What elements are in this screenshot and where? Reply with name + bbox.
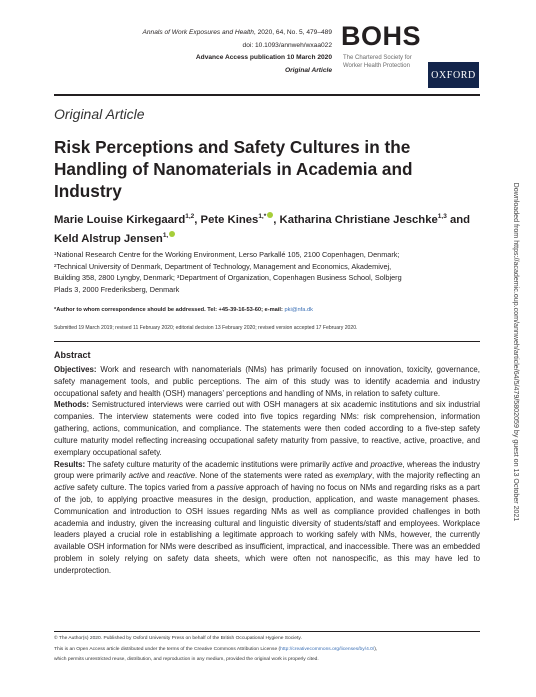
objectives-label: Objectives: — [54, 365, 97, 374]
affiliation-line: ²Technical University of Denmark, Department of Technology, Management and Economics, Akademivej, — [54, 261, 392, 271]
results-text: approach of having no focus on NMs and regarding risks as a part of the job, to applying proactive measures in the design, production, application, and waste management phases. Communication and introduction to OSH issues regarding NMs as well as compliance provided challenges in both academia and industry, given the increasing cultural and linguistic diversity of students/staff and employees. Workplace leaders played a crucial role in establishing a legitimate approach to working safely with NMs, however, the currently available OSH information for NMs were described as insufficient, impractical, and inaccessible. There was an embedded problem in solely relying on safety data sheets, which were often not nanospecific, as this may have led to underprotection. — [54, 483, 480, 575]
affiliation-line: Plads 3, 2000 Frederiksberg, Denmark — [54, 284, 180, 294]
results-text: and — [149, 471, 168, 481]
affiliation-line: Building 358, 2800 Lyngby, Denmark; ³Department of Organization, Copenhagen Business School, Solbjerg — [54, 273, 402, 283]
license-text: ), — [374, 646, 378, 652]
article-type: Original Article — [284, 66, 332, 74]
license-footer — [54, 634, 480, 666]
license-terms: which permits unrestricted reuse, distribution, and reproduction in any medium, provided the original work is properly cited. — [54, 657, 319, 663]
affiliation-line: ¹National Research Centre for the Working Environment, Lerso Parkallé 105, 2100 Copenhagen, Denmark; — [54, 250, 400, 259]
license-line — [54, 645, 480, 656]
author-name[interactable]: Pete Kines — [200, 213, 259, 226]
correspondence-email[interactable]: pki@nfa.dk — [284, 307, 313, 313]
results-text: safety culture. The topics varied from a — [74, 483, 217, 493]
results-emphasis: proactive — [370, 459, 403, 469]
author-affiliation-sup: 1,* — [258, 213, 267, 220]
methods-text: Semistructured interviews were carried out with OSH managers at six academic institutions and six industrial companies. The interview statements were coded into five topics regarding NMs: risk comprehension, information gathering, actions, communication, and compliance. The statements were then coded according to a five-step safety culture maturity model reflecting increasing occupational safety maturity from passive, to reactive, active, proactive, and exemplary occupational safety. — [54, 400, 480, 457]
license-text: This is an Open Access article distributed under the terms of the Creative Commons Attribution License ( — [54, 646, 281, 652]
author-name[interactable]: Katharina Christiane Jeschke — [279, 213, 438, 226]
abstract-methods — [54, 399, 480, 458]
affiliations — [54, 249, 480, 295]
bohs-logo — [341, 21, 423, 83]
abstract-body — [54, 364, 480, 577]
results-text: , whereas the industry group were primarily — [54, 459, 480, 481]
results-emphasis: active — [332, 459, 353, 469]
results-emphasis: active — [54, 483, 75, 493]
abstract-results — [54, 459, 480, 577]
correspondence-note — [54, 307, 313, 313]
journal-doi: doi: 10.1093/annweh/wxaa022 — [242, 41, 332, 49]
author-affiliation-sup: 1, — [162, 232, 169, 240]
download-watermark: Downloaded from https://academic.oup.com/annweh/article/64/5/479/5802059 by guest on 13 October 2021 — [512, 182, 520, 522]
orcid-icon[interactable] — [169, 231, 175, 237]
methods-label: Methods: — [54, 400, 90, 410]
results-text: . None of the statements were rated as — [194, 471, 336, 481]
bohs-tagline — [343, 55, 412, 70]
journal-header — [142, 27, 332, 77]
objectives-text: Work and research with nanomaterials (NMs) has primarily focused on innovation, toxicity, governance, safety management tools, and public perceptions. The aim of this study was to identify academia and industry occupational safety and health (OSH) managers’ perceptions and handling of NMs, in relation to safety culture. — [54, 365, 480, 398]
advance-access: Advance Access publication 10 March 2020 — [195, 54, 332, 62]
results-text: , with the majority reflecting an — [371, 471, 480, 481]
abstract-objectives — [54, 364, 480, 399]
license-link[interactable]: http://creativecommons.org/licenses/by/4.0/ — [280, 646, 375, 652]
orcid-icon[interactable] — [267, 212, 273, 218]
bohs-wordmark: BOHS — [341, 21, 422, 51]
journal-name: Annals of Work Exposures and Health — [142, 29, 254, 36]
author-conjunction: and — [449, 213, 471, 226]
results-label: Results: — [54, 459, 86, 469]
section-label: Original Article — [54, 106, 145, 122]
results-emphasis: exemplary — [335, 471, 372, 481]
journal-volume: , 2020, 64, No. 5, 479–489 — [253, 29, 332, 36]
correspondence-text: *Author to whom correspondence should be addressed. Tel: +45-39-16-53-60; e-mail: — [54, 307, 285, 313]
bohs-tagline-1: The Chartered Society for — [343, 55, 412, 61]
submission-history: Submitted 19 March 2019; revised 11 February 2020; editorial decision 13 February 2020; revised version accepted 17 February 2020. — [54, 325, 358, 331]
results-text: and — [352, 459, 371, 469]
author-name[interactable]: Marie Louise Kirkegaard — [54, 213, 186, 226]
oxford-logo: OXFORD — [428, 62, 479, 88]
author-affiliation-sup: 1,3 — [437, 213, 447, 220]
results-emphasis: active — [128, 471, 150, 481]
author-name[interactable]: Keld Alstrup Jensen — [54, 233, 163, 246]
footer-divider — [54, 631, 480, 632]
author-affiliation-sup: 1,2 — [185, 213, 195, 220]
journal-citation — [142, 27, 332, 40]
author-list: Marie Louise Kirkegaard$^{1,2}$, Pete Kines$^{1,*}$ , Katharina Christiane Jeschke$^{1,3}$ and Keld Alstrup Jensen$^{1,}$ — [54, 213, 471, 246]
abstract-heading: Abstract — [54, 350, 91, 360]
results-emphasis: passive — [216, 483, 244, 493]
article-title: Risk Perceptions and Safety Cultures in the Handling of Nanomaterials in Academia and Industry — [54, 137, 413, 201]
abstract-divider — [54, 341, 480, 342]
results-text: The safety culture maturity of the academic institutions were primarily — [85, 459, 333, 469]
copyright-notice: © The Author(s) 2020. Published by Oxford University Press on behalf of the British Occupational Hygiene Society. — [54, 636, 302, 641]
header-divider — [54, 94, 480, 96]
bohs-tagline-2: Worker Health Protection — [343, 62, 410, 69]
results-emphasis: reactive — [167, 471, 195, 481]
